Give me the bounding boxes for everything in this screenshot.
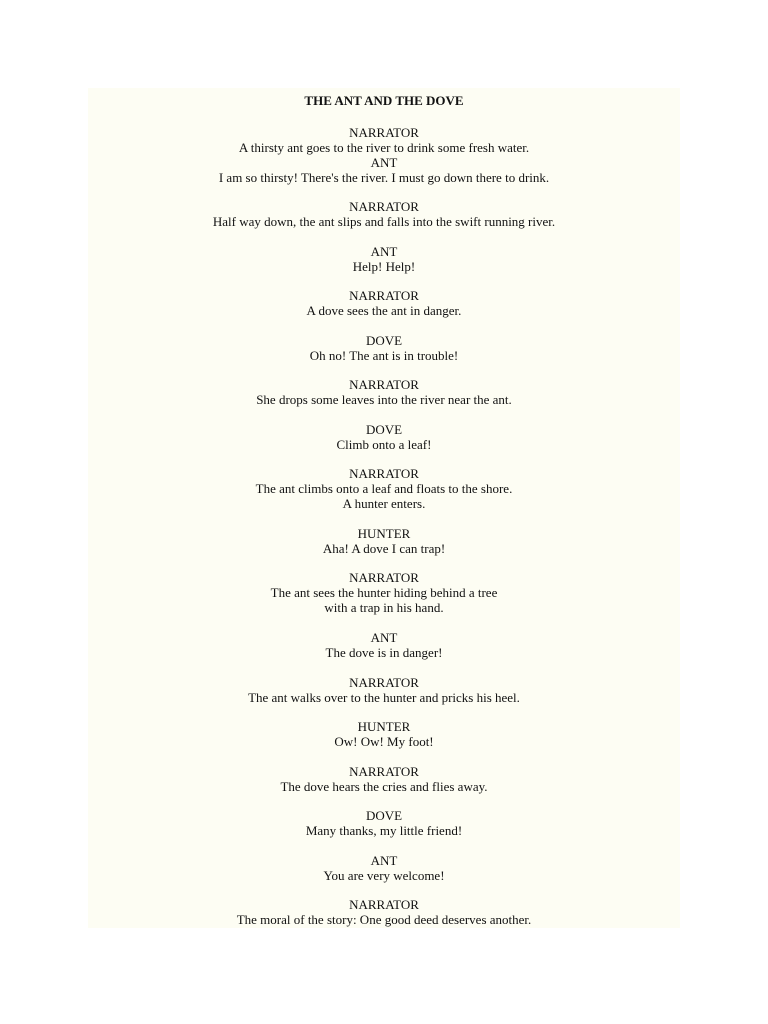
speaker-name: HUNTER: [357, 526, 411, 541]
dialogue-line: Help! Help!: [352, 259, 416, 274]
script-block: [88, 853, 680, 883]
speaker-name: NARRATOR: [349, 125, 419, 140]
script-block: [88, 808, 680, 838]
script-block: [88, 466, 680, 511]
dialogue-line: Oh no! The ant is in trouble!: [309, 348, 459, 363]
script-block: [88, 288, 680, 318]
script-block: [88, 422, 680, 452]
dialogue-line: The dove is in danger!: [325, 645, 443, 660]
dialogue-line: A hunter enters.: [342, 496, 426, 511]
script-block: [88, 199, 680, 229]
dialogue-line: A thirsty ant goes to the river to drink some fresh water.: [238, 140, 530, 155]
dialogue-line: The ant climbs onto a leaf and floats to the shore.: [255, 481, 513, 496]
dialogue-line: Ow! Ow! My foot!: [334, 734, 434, 749]
dialogue-line: You are very welcome!: [323, 868, 445, 883]
dialogue-line: I am so thirsty! There's the river. I must go down there to drink.: [218, 170, 550, 185]
script-block: [88, 244, 680, 274]
dialogue-line: The ant sees the hunter hiding behind a tree: [270, 585, 498, 600]
dialogue-line: A dove sees the ant in danger.: [306, 303, 462, 318]
speaker-name: NARRATOR: [349, 288, 419, 303]
speaker-name: NARRATOR: [349, 764, 419, 779]
script-block: [88, 764, 680, 794]
speaker-name: ANT: [370, 155, 398, 170]
speaker-name: DOVE: [365, 808, 403, 823]
script-block: [88, 377, 680, 407]
script-block: [88, 675, 680, 705]
script-block: [88, 333, 680, 363]
speaker-name: HUNTER: [357, 719, 411, 734]
speaker-name: ANT: [370, 244, 398, 259]
document-title: THE ANT AND THE DOVE: [304, 93, 464, 108]
script-block: [88, 630, 680, 660]
dialogue-line: The ant walks over to the hunter and pricks his heel.: [248, 690, 520, 705]
dialogue-line: Many thanks, my little friend!: [305, 823, 463, 838]
dialogue-line: Climb onto a leaf!: [336, 437, 432, 452]
speaker-name: NARRATOR: [349, 199, 419, 214]
script-document: [88, 88, 680, 928]
dialogue-line: Aha! A dove I can trap!: [322, 541, 446, 556]
script-block: [88, 526, 680, 556]
dialogue-line: She drops some leaves into the river near the ant.: [256, 392, 512, 407]
speaker-name: DOVE: [365, 333, 403, 348]
speaker-name: NARRATOR: [349, 466, 419, 481]
speaker-name: NARRATOR: [349, 570, 419, 585]
speaker-name: ANT: [370, 853, 398, 868]
dialogue-line: with a trap in his hand.: [324, 600, 444, 615]
speaker-name: NARRATOR: [349, 675, 419, 690]
speaker-name: DOVE: [365, 422, 403, 437]
script-block: [88, 570, 680, 615]
script-block: [88, 719, 680, 749]
speaker-name: NARRATOR: [349, 897, 419, 912]
speaker-name: ANT: [370, 630, 398, 645]
dialogue-line: The dove hears the cries and flies away.: [280, 779, 488, 794]
speaker-name: NARRATOR: [349, 377, 419, 392]
dialogue-line: The moral of the story: One good deed deserves another.: [236, 912, 532, 927]
script-block: [88, 125, 680, 185]
dialogue-line: Half way down, the ant slips and falls into the swift running river.: [212, 214, 556, 229]
script-block: [88, 897, 680, 927]
